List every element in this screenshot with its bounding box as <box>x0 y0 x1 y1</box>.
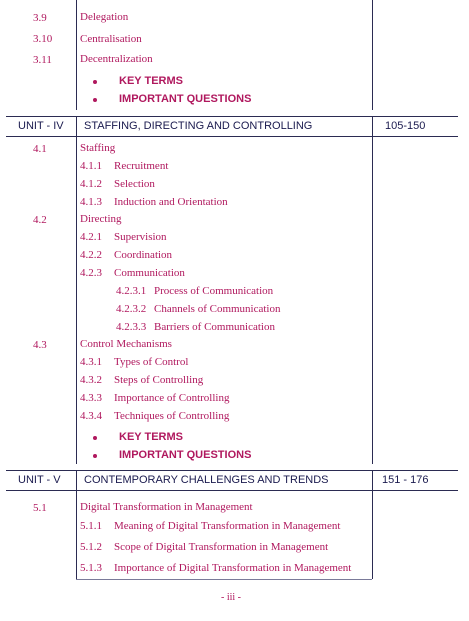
subsection-number: 4.2.1 <box>80 231 102 243</box>
section-title: Control Mechanisms <box>80 338 172 350</box>
section-number: 4.2 <box>33 214 47 226</box>
subsection-number: 4.2.2 <box>80 249 102 261</box>
page-number: - iii - <box>221 592 241 603</box>
subsection-title: Importance of Controlling <box>114 392 230 404</box>
subsection-number: 4.3.3 <box>80 392 102 404</box>
important-questions-label: IMPORTANT QUESTIONS <box>119 93 252 105</box>
unit-header-divider <box>76 117 77 137</box>
subsection-title: Supervision <box>114 231 167 243</box>
subsection-number: 4.1.1 <box>80 160 102 172</box>
section-title: Directing <box>80 213 122 225</box>
subsection-number: 4.2.3 <box>80 267 102 279</box>
column-divider-right <box>372 491 373 579</box>
table-rule <box>6 470 458 471</box>
section-title: Delegation <box>80 11 129 23</box>
unit-title: STAFFING, DIRECTING AND CONTROLLING <box>84 120 313 132</box>
table-rule <box>6 490 458 491</box>
section-number: 3.11 <box>33 54 52 66</box>
subsection-number: 5.1.2 <box>80 541 102 553</box>
column-divider-left <box>76 0 77 110</box>
bullet-icon <box>93 454 97 458</box>
important-questions-label: IMPORTANT QUESTIONS <box>119 449 252 461</box>
section-number: 3.10 <box>33 33 53 45</box>
column-divider-right <box>372 0 373 110</box>
subsection-title: Selection <box>114 178 155 190</box>
column-divider-right <box>372 137 373 464</box>
section-number: 4.3 <box>33 339 47 351</box>
section-title: Digital Transformation in Management <box>80 501 253 513</box>
bullet-icon <box>93 80 97 84</box>
subsection-title: Scope of Digital Transformation in Management <box>114 541 329 553</box>
subsection-number: 5.1.1 <box>80 520 102 532</box>
section-title: Staffing <box>80 142 116 154</box>
section-number: 3.9 <box>33 12 47 24</box>
unit-title: CONTEMPORARY CHALLENGES AND TRENDS <box>84 474 329 486</box>
subsection-number: 4.3.4 <box>80 410 102 422</box>
subsection-title: Meaning of Digital Transformation in Management <box>114 520 341 532</box>
table-rule <box>76 579 372 580</box>
bullet-icon <box>93 98 97 102</box>
subsubsection-number: 4.2.3.3 <box>116 321 147 333</box>
table-rule <box>6 136 458 137</box>
column-divider-left <box>76 137 77 464</box>
subsubsection-number: 4.2.3.1 <box>116 285 147 297</box>
unit-pages: 105-150 <box>385 120 426 132</box>
section-number: 4.1 <box>33 143 47 155</box>
unit-label: UNIT - IV <box>18 120 64 132</box>
subsection-title: Types of Control <box>114 356 189 368</box>
section-title: Centralisation <box>80 33 142 45</box>
subsubsection-title: Barriers of Communication <box>154 321 275 333</box>
subsection-number: 4.1.2 <box>80 178 102 190</box>
subsubsection-title: Process of Communication <box>154 285 274 297</box>
subsection-title: Techniques of Controlling <box>114 410 230 422</box>
column-divider-left <box>76 491 77 579</box>
subsubsection-title: Channels of Communication <box>154 303 281 315</box>
subsection-title: Communication <box>114 267 185 279</box>
unit-header-divider <box>76 471 77 491</box>
subsection-number: 4.3.2 <box>80 374 102 386</box>
subsection-title: Coordination <box>114 249 173 261</box>
unit-header-divider <box>372 471 373 491</box>
subsection-number: 4.1.3 <box>80 196 102 208</box>
unit-label: UNIT - V <box>18 474 61 486</box>
unit-pages: 151 - 176 <box>382 474 429 486</box>
table-rule <box>6 116 458 117</box>
subsection-number: 5.1.3 <box>80 562 102 574</box>
subsection-title: Induction and Orientation <box>114 196 228 208</box>
subsection-number: 4.3.1 <box>80 356 102 368</box>
key-terms-label: KEY TERMS <box>119 431 183 443</box>
subsection-title: Importance of Digital Transformation in Management <box>114 562 352 574</box>
unit-header-divider <box>372 117 373 137</box>
subsubsection-number: 4.2.3.2 <box>116 303 147 315</box>
section-title: Decentralization <box>80 53 153 65</box>
bullet-icon <box>93 436 97 440</box>
section-number: 5.1 <box>33 502 47 514</box>
subsection-title: Steps of Controlling <box>114 374 204 386</box>
subsection-title: Recruitment <box>114 160 169 172</box>
key-terms-label: KEY TERMS <box>119 75 183 87</box>
